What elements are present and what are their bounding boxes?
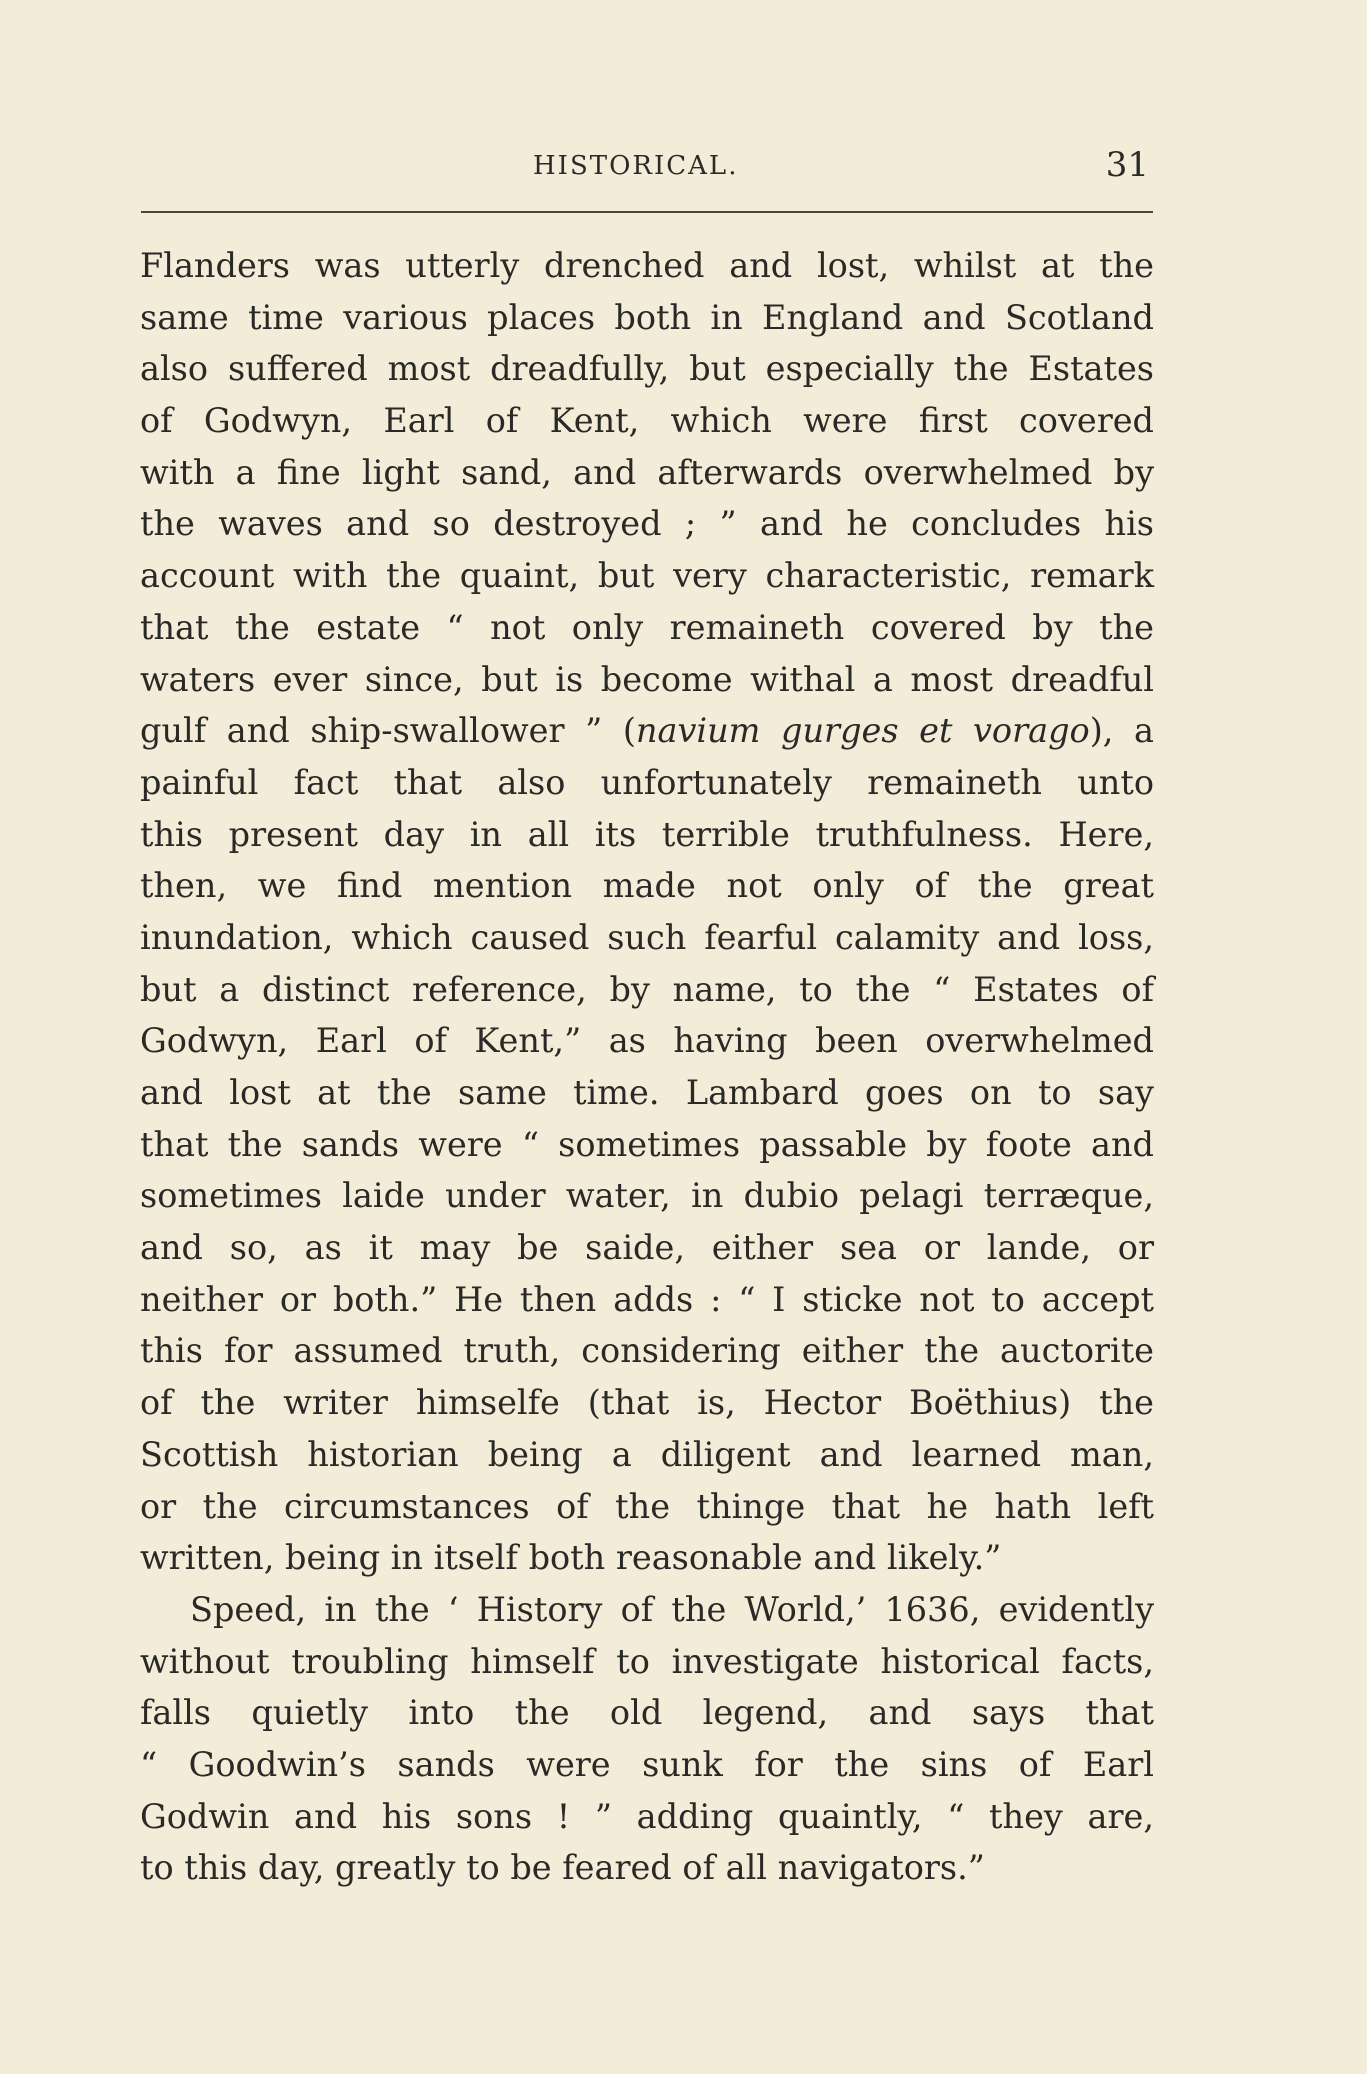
text-line-latin [140, 705, 1154, 757]
text-line: neither or both.” He then adds : “ I sticke not to accept [140, 1279, 1154, 1319]
text-line: without troubling himself to investigate historical facts, [140, 1641, 1154, 1681]
text-line: that the sands were “ sometimes passable by foote and [140, 1124, 1154, 1164]
text-line: same time various places both in England and Scotland [140, 297, 1154, 337]
text-line: also suffered most dreadfully, but especially the Estates [140, 349, 1154, 389]
text-line: inundation, which caused such fearful calamity and loss, [140, 917, 1154, 957]
text-line: Godwyn, Earl of Kent,” as having been overwhelmed [140, 1021, 1154, 1061]
text-line: painful fact that also unfortunately remaineth unto [140, 762, 1154, 802]
text-line: the waves and so destroyed ; ” and he concludes his [140, 504, 1154, 544]
header-rule [141, 211, 1153, 213]
text-line: this for assumed truth, considering either the auctorite [140, 1331, 1154, 1371]
paragraph-start-line: Speed, in the ‘ History of the World,’ 1636, evidently [190, 1589, 1154, 1629]
body-text [140, 240, 1154, 1894]
text-line: falls quietly into the old legend, and says that [140, 1693, 1154, 1733]
text-line: Godwin and his sons ! ” adding quaintly, “ they are, [140, 1796, 1154, 1836]
text-line: but a distinct reference, by name, to the “ Estates of [140, 969, 1154, 1009]
text-line: and so, as it may be saide, either sea or lande, or [140, 1228, 1154, 1268]
text-line: that the estate “ not only remaineth covered by the [140, 607, 1154, 647]
page-number: 31 [1105, 145, 1149, 185]
text-line: to this day, greatly to be feared of all navigators.” [140, 1848, 985, 1888]
text-line: written, being in itself both reasonable and likely.” [140, 1538, 1002, 1578]
text-line: Scottish historian being a diligent and learned man, [140, 1434, 1154, 1474]
text-line: and lost at the same time. Lambard goes on to say [140, 1073, 1154, 1112]
text-line: this present day in all its terrible truthfulness. Here, [140, 814, 1154, 854]
line-text: gulf and ship-swallower ” ( [140, 711, 636, 751]
text-line: Flanders was utterly drenched and lost, whilst at the [140, 246, 1154, 285]
running-head: HISTORICAL. [533, 151, 739, 181]
line-text: ), a [1089, 711, 1154, 751]
text-line: of the writer himselfe (that is, Hector Boëthius) the [140, 1383, 1154, 1423]
text-line: “ Goodwin’s sands were sunk for the sins of Earl [140, 1744, 1154, 1784]
text-line: or the circumstances of the thinge that he hath left [140, 1486, 1154, 1526]
text-line: of Godwyn, Earl of Kent, which were first covered [140, 401, 1154, 441]
text-line: waters ever since, but is become withal a most dreadful [140, 659, 1154, 699]
text-line: account with the quaint, but very characteristic, remark [140, 556, 1154, 596]
page-header [140, 145, 1152, 195]
text-line: then, we find mention made not only of the great [140, 866, 1154, 906]
text-line: sometimes laide under water, in dubio pelagi terræque, [140, 1176, 1154, 1216]
latin-phrase: navium gurges et vorago [635, 711, 1090, 751]
text-line: with a fine light sand, and afterwards overwhelmed by [140, 452, 1154, 492]
